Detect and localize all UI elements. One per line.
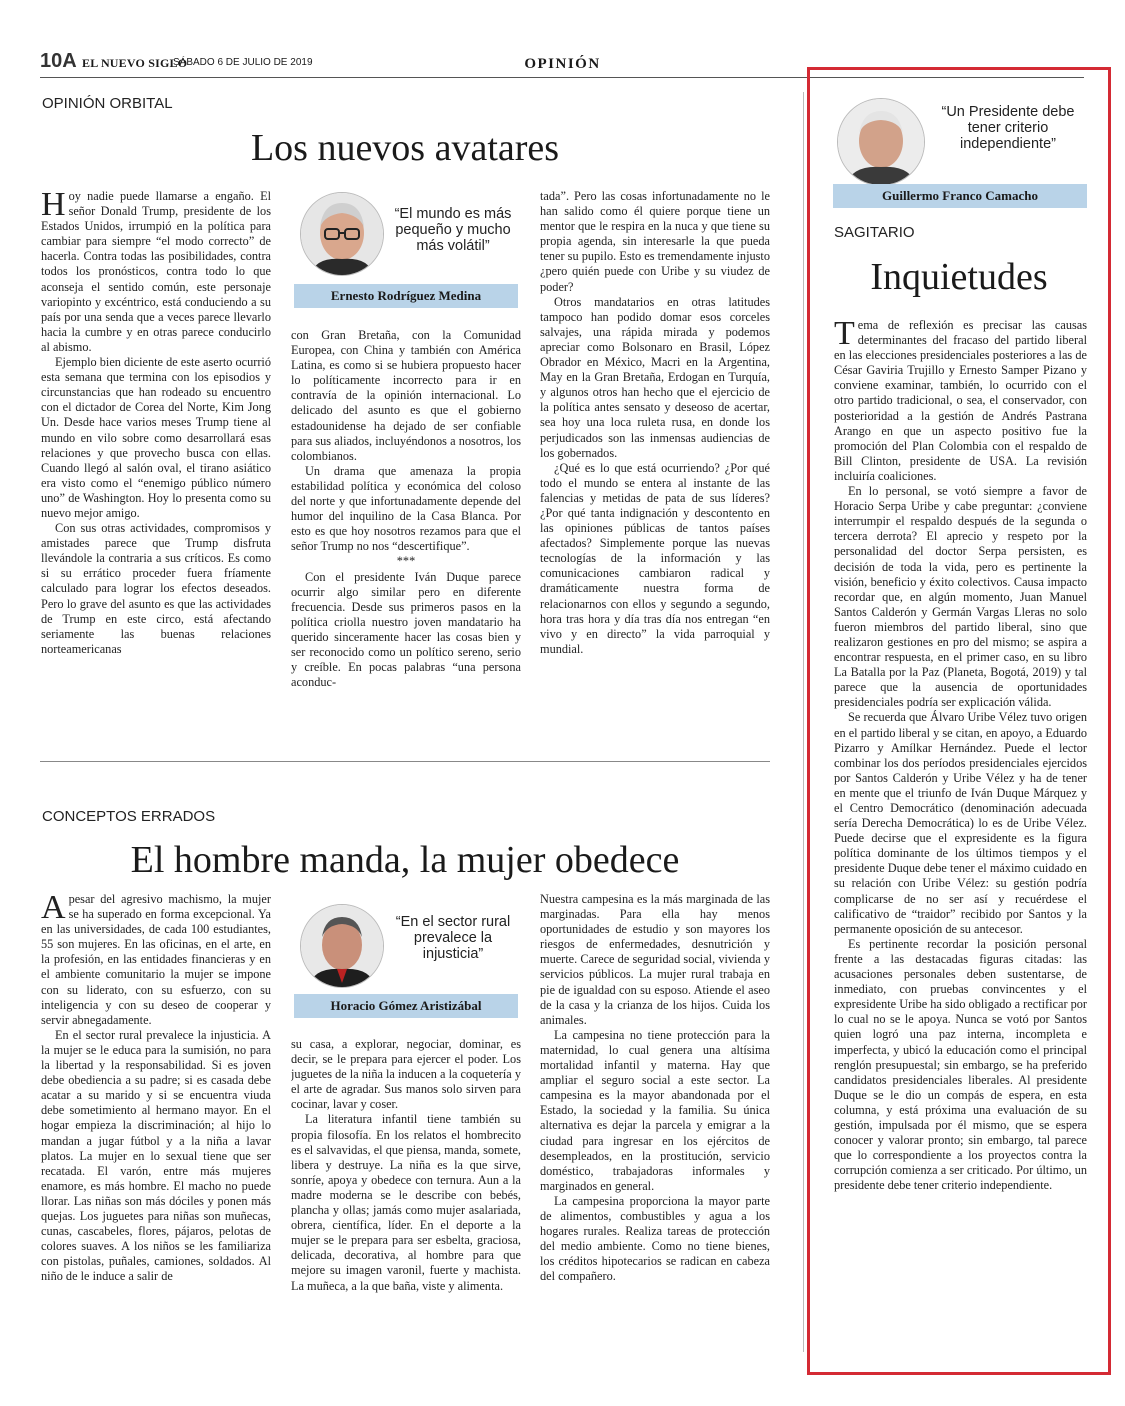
- article1-paragraph: con Gran Bretaña, con la Comunidad Europea, con China y también con América Latina, es como si se hubiera propuesto hacer lo políticamente incorrecto para ir en contravía de la opinión internacional. Lo delicado del asunto es que el gobierno estadounidense ha dejado de ser confiable para sus aliados, incluyéndonos a nosotros, los colombianos.: [291, 328, 521, 463]
- article1-paragraph: Otros mandatarios en otras latitudes tampoco han podido domar esos corceles salvajes, una rápida mirada y podemos apreciar como Bolsonaro en Brasil, López Obrador en México, Macri en la Argentina, May en la Gran Bretaña, Erdogan en Turquía, y algunos otros han hecho que el ejercicio de la política antes sensato y deseoso de acertar, sea hoy una loca ruleta rusa, en donde los perjudicados son las inmensas audiencias de los gobernados.: [540, 294, 770, 460]
- article2-dropcap: A: [41, 892, 66, 926]
- article2-paragraph: La campesina proporciona la mayor parte de alimentos, combustibles y agua a los hogares rurales. Realiza tareas de protección del medio ambiente. Como no tiene bienes, los créditos hipotecarios se radican en cabeza del compañero.: [540, 1193, 770, 1284]
- article1-dropcap: H: [41, 189, 66, 223]
- article-divider: [40, 761, 770, 762]
- article1-quote: “El mundo es más pequeño y mucho más volátil”: [394, 206, 512, 254]
- article3-paragraph: En lo personal, se votó siempre a favor de Horacio Serpa Uribe y cabe preguntar: ¿conviene interrumpir el respaldo después de la segunda o tercera derrota? El aprecio y respeto por la personalidad del doctor Serpa persisten, es decisión de toda la vida, pero es pertinente la visión, beneficio y éxito colectivos. Causa impacto recordar que, en algún momento, Juan Manuel Santos Calderón y Germán Vargas Lleras no solo fueron miembros del partido liberal, sino que realizaron gestiones en pro del mismo; se aspira a encontrar respuesta, en el primer caso, en su libro La Batalla por la Paz (Planeta, Bogotá, 2019) y tal parece que la ausencia de oportunidades presidenciales podría ser explicación válida.: [834, 484, 1087, 710]
- article1-paragraph: Con el presidente Iván Duque parece ocurrir algo similar pero en diferente frecuencia. Desde sus primeros pasos en la política criolla nuestro joven mandatario ha querido sinceramente hacer las cosas bien y ser reconocido como un político sereno, serio y creíble. En pocas palabras “una persona aconduc-: [291, 569, 521, 690]
- article2-columnist-box: [294, 900, 518, 1020]
- highlight-box: [807, 67, 1111, 1375]
- article1-paragraph: tada”. Pero las cosas infortunadamente no le han salido como él quiere porque tiene un mentor que le respira en la nuca y que tiene su propia agenda, sin interesarle la que pueda tener su pupilo. Esto es tremendamente injusto ¿pero quién puede con Uribe y su viudez de poder?: [540, 189, 770, 294]
- article3-paragraph: Es pertinente recordar la posición personal frente a las destacadas figuras citadas: las acusaciones personales deben sustentarse, de inmediato, con pruebas convincentes y el expresidente Uribe ha sido obligado a rectificar por lo cual no se le apoya. Nunca se votó por Santos quien logró una paz interna, incompleta e imperfecta, y ubicó la educación como el principal renglón presupuestal; sin embargo, se ha preferido candidatos presidenciales liberales. Al presidente Duque se le dio un compás de espera, en esta columna, y está próxima una evaluación de su gestión, impulsada por él mismo, que se espera conocer y valorar pronto; sin embargo, tal parece que lo correspondiente a los proyectos contra la corrupción comienza a ser criticado. Por último, un presidente debe tener criterio independiente.: [834, 936, 1087, 1193]
- column-divider: [803, 92, 804, 1352]
- article1-paragraph: Hoy nadie puede llamarse a engaño. El señor Donald Trump, presidente de los Estados Unidos, irrumpió en la política para cambiar para siempre “el modo correcto” de hacerla. Contra todas las posibilidades, contra todos los pronósticos, contra todo lo que aconseja el sentido común, este personaje variopinto y excéntrico, está conduciendo a su país por una senda que a veces parece llevarlo hacia la cumbre y en otras parece conducirlo al abismo.: [41, 189, 271, 354]
- article2-column-1: [41, 892, 271, 1352]
- article2-paragraph: En el sector rural prevalece la injusticia. A la mujer se le educa para la sumisión, no para la libertad y la responsabilidad. Si es joven debe obediencia a su padre; si es casada debe acatar a su marido y si se encuentra viuda debe sometimiento al hermano mayor. En el hogar empieza la discriminación; al hijo lo mandan a jugar fútbol y a la niña a lavar platos. La mujer en lo sexual tiene que ser recatada. El varón, entre más mujeres enamore, es más hombre. El macho no puede llorar. Las niñas son más dóciles y ponen más quejas. Los juguetes para niñas son muñecas, cunas, cascabeles, flores, pájaros, pelotas de colores suaves. A los niños se les familiariza con pistolas, puñales, camiones, soldados. Al niño de le induce a salir de: [41, 1027, 271, 1284]
- article1-column-3: [540, 189, 770, 719]
- article2-paragraph: La literatura infantil tiene también su propia filosofía. En los relatos el hombrecito es el salvavidas, el que piensa, manda, somete, libera y destruye. La niña es la que sirve, sonríe, apoya y obedece con ternura. Aun a la madre moderna se le describe con bebés, plancha y ollas; jamás como mujer asalariada, obrera, científica, líder. En el deporte a la mujer se le prepara para ser esbelta, graciosa, delicada, decorativa, al hombre para que mejore su imagen varonil, fuerte y machista. La muñeca, a la que baña, viste y alimenta.: [291, 1112, 521, 1293]
- columnist-portrait-image: [301, 193, 383, 275]
- section-title: OPINIÓN: [524, 56, 601, 72]
- article2-kicker: CONCEPTOS ERRADOS: [42, 808, 216, 825]
- article1-columnist-box: [294, 188, 518, 308]
- article1-separator: ***: [396, 554, 416, 569]
- page-number: 10A: [40, 50, 77, 72]
- article2-headline: El hombre manda, la mujer obedece: [130, 839, 680, 881]
- article2-column-3: [540, 892, 770, 1352]
- columnist-photo: [300, 192, 384, 276]
- article2-quote: “En el sector rural prevalece la injusticia”: [395, 914, 511, 962]
- article3-headline: Inquietudes: [870, 256, 1048, 298]
- article2-paragraph: Apesar del agresivo machismo, la mujer se ha superado en forma excepcional. Ya en las universidades, de cada 100 estudiantes, 55 son mujeres. En las oficinas, en el arte, en la profesión, en las entidades financieras y en el ambiente comunitario la mujer se impone con su liderato, con su esfuerzo, con su inteligencia y con su deseo de cooperar y servir abnegadamente.: [41, 892, 271, 1027]
- article2-column-2: [291, 1037, 521, 1352]
- article1-paragraph: Un drama que amenaza la propia estabilidad política y económica del coloso del norte y que infortunadamente depende del humor del inquilino de la Casa Blanca. Por esto es que hoy nosotros rezamos para que el señor Trump no nos “descertifique”.: [291, 463, 521, 554]
- article1-paragraph: ¿Qué es lo que está ocurriendo? ¿Por qué todo el mundo se entera al instante de las falencias y metidas de pata de sus líderes? ¿Por qué tanta indignación y descontento en las opiniones públicas de tantos países afectados? Simplemente porque las nuevas tecnologías de la información y las comunicaciones cambiaron radical y dramáticamente nuestra forma de relacionarnos con ellos y segundo a segundo, hora tras hora y día tras día nos entregan “en vivo y en directo” la vida parroquial y mundial.: [540, 460, 770, 656]
- article1-column-2: [291, 328, 521, 720]
- article1-headline: Los nuevos avatares: [250, 127, 560, 169]
- article1-paragraph: Con sus otras actividades, compromisos y amistades parece que Trump disfruta llevándole la contraria a sus críticos. Es como si su errático proceder fuera fríamente calculado para lograr los efectos deseados. Pero lo grave del asunto es que las actividades de Trump en este circo, está afectando seriamente las buenas relaciones norteamericanas: [41, 521, 271, 656]
- article3-dropcap: T: [834, 318, 855, 352]
- article1-byline: Ernesto Rodríguez Medina: [294, 284, 518, 308]
- publication-date: SÁBADO 6 DE JULIO DE 2019: [173, 57, 313, 68]
- columnist-portrait-image: [301, 905, 383, 987]
- article2-byline: Horacio Gómez Aristizábal: [294, 994, 518, 1018]
- article2-paragraph: su casa, a explorar, negociar, dominar, es decir, se le prepara para ejercer el poder. Los juguetes de la niña la inducen a la coquetería y el arte de agradar. Sus manos solo sirven para cocinar, lavar y coser.: [291, 1037, 521, 1112]
- article1-kicker: OPINIÓN ORBITAL: [42, 95, 173, 112]
- article2-paragraph: Nuestra campesina es la más marginada de las marginadas. Para ella hay menos oportunidades de estudio y son mayores los riesgos de enfermedades, desnutrición y muerte. Carece de seguridad social, vivienda y servicios públicos. La mujer rural trabaja en pie de igualdad con su esposo. Atiende el aseo de la casa y la crianza de los hijos. Cuida los animales.: [540, 892, 770, 1027]
- article3-paragraph: Se recuerda que Álvaro Uribe Vélez tuvo origen en el partido liberal y se citan, en apoyo, a Eduardo Pizarro y Amílkar Hernández. Puede el lector combinar los dos períodos presidenciales ejercidos por Santos Calderón y Uribe Vélez y ha de tener en mente que el triunfo de Iván Duque Márquez y el Centro Democrático (denominación adecuada sería Derecha Democrática) lo es de Uribe Vélez. Puede decirse que el expresidente es la figura política dominante de los últimos tiempos y el presidente Duque debe tener el máximo cuidado en su relación con Uribe Vélez: su gestión podría complicarse de no ser así y recuérdese el calificativo de “traidor” recibido por Santos y la permanente oposición de su antecesor.: [834, 710, 1087, 936]
- columnist-photo: [300, 904, 384, 988]
- article3-quote: “Un Presidente debe tener criterio independiente”: [941, 104, 1075, 152]
- article1-column-1: [41, 189, 271, 719]
- article3-paragraph: Tema de reflexión es precisar las causas determinantes del fracaso del partido liberal en las elecciones presidenciales posteriores a las de César Gaviria Trujillo y Ernesto Samper Pizano y conviene examinar, también, lo ocurrido con el otro partido tradicional, o sea, el conservador, con posterioridad a la gestión de Andrés Pastrana Arango en que un aspecto positivo fue la promoción del Plan Colombia con el respaldo de Bill Clinton, presidente de USA. La revisión incluiría coaliciones.: [834, 318, 1087, 483]
- article2-paragraph: La campesina no tiene protección para la maternidad, lo cual genera una altísima mortalidad infantil y materna. Hay que ampliar el seguro social a este sector. La campesina es la mayor abandonada por el Estado, la sociedad y la familia. Su única alternativa es dejar la parcela y emigrar a la ciudad para ingresar en los ejércitos de desempleados, en la prostitución, servicio doméstico, trabajadoras informales y marginados en general.: [540, 1027, 770, 1193]
- publication-name: EL NUEVO SIGLO: [82, 56, 188, 70]
- article1-paragraph: Ejemplo bien diciente de este aserto ocurrió esta semana que termina con los episodios y circunstancias que han rodeado su encuentro con el dictador de Corea del Norte, Kim Jong Un. Desde hace varios meses Trump tiene al mundo en vilo sobre como desarrollará esas relaciones y que provecho busca con ellas. Cuando llegó al salón oval, el tirano asiático era visto como el “enemigo público número uno” de Washington. Hoy lo presenta como su nuevo mejor amigo.: [41, 355, 271, 520]
- article3-byline: Guillermo Franco Camacho: [833, 184, 1087, 208]
- article3-kicker: SAGITARIO: [834, 224, 915, 241]
